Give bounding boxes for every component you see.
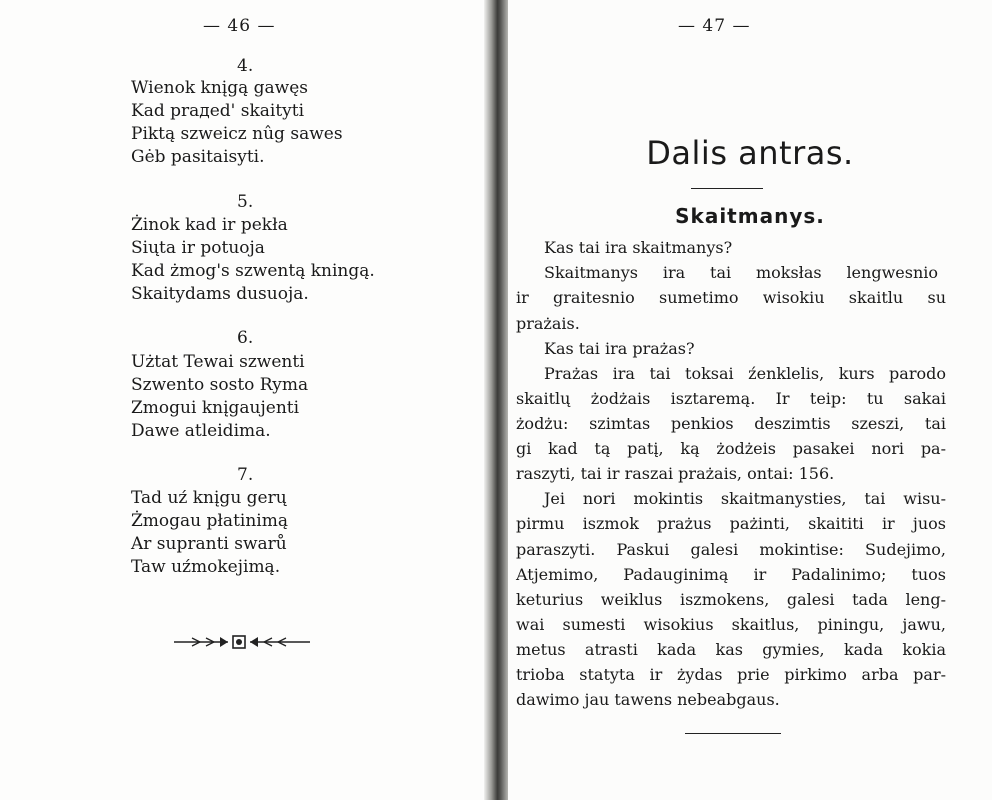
poem-line: Wienok knįgą gawęs — [131, 78, 309, 98]
prose-line: paraszyti. Paskui galesi mokintise: Sudejimo, — [516, 540, 946, 559]
poem-line: Żinok kad ir pekła — [131, 215, 288, 235]
prose-line: ir graitesnio sumetimo wisokiu skaitlu su — [516, 288, 946, 307]
poem-line: Siųta ir potuoja — [131, 238, 265, 258]
page-number-left: — 46 — — [203, 16, 276, 36]
poem-line: Szwento sosto Ryma — [131, 375, 309, 395]
poem-line: Skaitydams dusuoja. — [131, 284, 309, 304]
prose-line: pirmu iszmok prażus pażinti, skaititi ir juos — [516, 514, 946, 533]
stanza-number: 5. — [237, 192, 254, 212]
prose-line: keturius weiklus iszmokens, galesi tada leng- — [516, 590, 946, 609]
prose-line: skaitlų żodżais isztaremą. Ir teip: tu sakai — [516, 389, 946, 408]
prose-line: Skaitmanys ira tai moksłas lengwesnio — [544, 263, 938, 282]
prose-line: trioba statyta ir żydas prie pirkimo arba par- — [516, 665, 946, 684]
stanza-number: 6. — [237, 328, 254, 348]
prose-line: Kas tai ira prażas? — [544, 339, 695, 358]
section-title: Dalis antras. — [646, 134, 854, 172]
stanza-number: 7. — [237, 465, 254, 485]
section-subtitle: Skaitmanys. — [675, 204, 825, 228]
poem-line: Tad uź knįgu gerų — [131, 488, 287, 508]
poem-line: Żmogau płatinimą — [131, 511, 288, 531]
poem-line: Ar supranti swarů — [131, 534, 287, 554]
prose-line: Jei nori mokintis skaitmanysties, tai wisu- — [544, 489, 946, 508]
poem-line: Dawe atleidima. — [131, 421, 271, 441]
end-rule — [685, 733, 781, 734]
stanza-number: 4. — [237, 56, 254, 76]
left-page — [0, 0, 490, 800]
prose-line: Kas tai ira skaitmanys? — [544, 238, 733, 257]
prose-line: żodżu: szimtas penkios deszimtis szeszi, tai — [516, 414, 946, 433]
right-page — [508, 0, 992, 800]
poem-line: Kad prадed' skaityti — [131, 101, 305, 121]
prose-line: metus atrasti kada kas gymies, kada kokia — [516, 640, 946, 659]
poem-line: Piktą szweicz nûg sawes — [131, 124, 343, 144]
poem-line: Taw uźmokejimą. — [131, 557, 281, 577]
prose-line: Atjemimo, Padauginimą ir Padalinimo; tuos — [516, 565, 946, 584]
prose-line: gi kad tą patį, ką żodżeis pasakei nori pa- — [516, 439, 946, 458]
prose-line: wai sumesti wisokius skaitlus, piningu, jawu, — [516, 615, 946, 634]
prose-line: raszyti, tai ir raszai prażais, ontai: 156. — [516, 464, 835, 483]
poem-line: Użtat Tewai szwenti — [131, 352, 305, 372]
poem-line: Gėb pasitaisyti. — [131, 147, 265, 167]
prose-line: prażais. — [516, 314, 580, 333]
poem-line: Kad żmog's szwentą kningą. — [131, 261, 375, 281]
page-number-right: — 47 — — [678, 16, 751, 36]
poem-line: Zmogui knįgaujenti — [131, 398, 300, 418]
prose-line: Prażas ira tai toksai źenklelis, kurs parodo — [544, 364, 946, 383]
ornament-divider-icon — [172, 633, 312, 651]
title-rule — [691, 188, 763, 189]
prose-line: dawimo jau tawens nebeabgaus. — [516, 690, 780, 709]
